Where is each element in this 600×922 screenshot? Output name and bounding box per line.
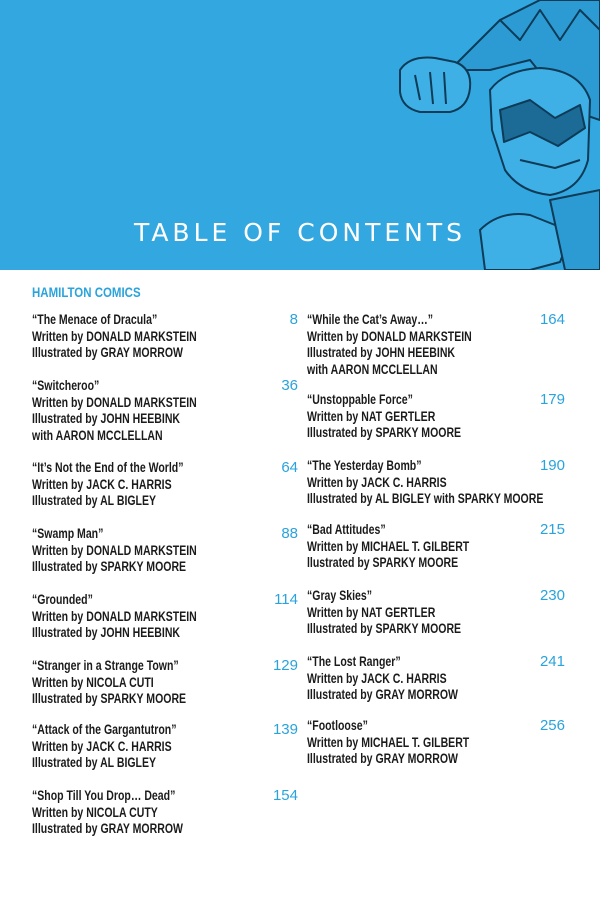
story-credit: Written by DONALD MARKSTEIN [32,394,197,410]
toc-entry-text [307,458,544,508]
publisher-label: HAMILTON COMICS [32,284,141,300]
toc-entry-text [32,460,258,510]
toc-entry-text [32,658,258,708]
toc-entry[interactable] [32,460,322,510]
toc-entry[interactable] [307,392,597,442]
toc-entry-text [307,312,533,378]
story-title: “Attack of the Gargantutron” [32,722,177,737]
story-credit: Written by NAT GERTLER [307,604,436,620]
toc-entry-text [32,526,258,576]
story-credit: Written by JACK C. HARRIS [307,474,447,490]
story-credit: Illustrated by JOHN HEEBINK [32,625,181,640]
story-credit: Written by DONALD MARKSTEIN [32,328,197,344]
story-credit: Illustrated by SPARKY MOORE [32,691,187,706]
toc-entry-text [32,722,258,772]
story-title: “Gray Skies” [307,588,372,603]
story-credit: Written by JACK C. HARRIS [32,476,172,492]
page-number: 164 [539,311,565,328]
story-title: “Swamp Man” [32,526,104,541]
toc-entry[interactable] [307,522,597,572]
toc-entry[interactable] [307,588,597,638]
toc-entry-text [307,718,533,768]
story-credit: with AARON MCCLELLAN [32,427,163,443]
story-credit: with AARON MCCLELLAN [307,361,438,377]
story-credit: Written by NAT GERTLER [307,408,436,424]
story-title: “Footloose” [307,718,368,733]
story-title: “The Menace of Dracula” [32,312,158,327]
page-number: 129 [272,657,298,674]
story-credit: Illustrated by GRAY MORROW [32,345,183,360]
story-credit: Written by NICOLA CUTY [32,804,158,820]
story-credit: Written by JACK C. HARRIS [307,670,447,686]
toc-entry-text [32,788,258,838]
story-credit: Written by DONALD MARKSTEIN [307,328,472,344]
story-title: “The Yesterday Bomb” [307,458,422,473]
story-credit: Illustrated by SPARKY MOORE [307,425,462,440]
toc-entry[interactable] [32,526,322,576]
toc-entry-text [32,312,258,362]
toc-entry[interactable] [307,312,597,378]
toc-entry[interactable] [32,312,322,362]
toc-entry-text [307,522,533,572]
story-title: “While the Cat’s Away…” [307,312,434,327]
toc-entry-text [307,392,533,442]
header-banner [0,0,600,270]
page-number: 88 [281,525,298,542]
page-number: 179 [539,391,565,408]
story-credit: Written by JACK C. HARRIS [32,738,172,754]
story-credit: Illustrated by AL BIGLEY [32,493,157,508]
toc-entry[interactable] [307,458,597,508]
page-number: 215 [539,521,565,538]
story-title: “Stranger in a Strange Town” [32,658,179,673]
page-number: 139 [272,721,298,738]
story-credit: Illustrated by SPARKY MOORE [307,621,462,636]
story-credit: Illustrated by AL BIGLEY with SPARKY MOORE [307,491,544,506]
page-title: TABLE OF CONTENTS [133,218,466,247]
page-number: 241 [539,653,565,670]
story-credit: Written by DONALD MARKSTEIN [32,542,197,558]
story-credit: llustrated by SPARKY MOORE [307,555,459,570]
toc-entry[interactable] [32,592,322,642]
story-credit: Illustrated by GRAY MORROW [307,687,458,702]
story-title: “Switcheroo” [32,378,100,393]
story-title: “The Lost Ranger” [307,654,401,669]
story-credit: Illustrated by JOHN HEEBINK [307,345,456,360]
page-number: 190 [539,457,565,474]
story-title: “Bad Attitudes” [307,522,386,537]
story-credit: Illustrated by GRAY MORROW [307,751,458,766]
story-title: “Grounded” [32,592,93,607]
story-credit: Illustrated by SPARKY MOORE [32,559,187,574]
story-credit: Illustrated by AL BIGLEY [32,755,157,770]
toc-entry[interactable] [32,658,322,708]
story-title: “Shop Till You Drop… Dead” [32,788,176,803]
story-credit: Illustrated by JOHN HEEBINK [32,411,181,426]
toc-entry[interactable] [307,718,597,768]
toc-entry-text [32,378,258,444]
toc-entry[interactable] [32,788,322,838]
story-title: “It’s Not the End of the World” [32,460,184,475]
toc-entry[interactable] [32,722,322,772]
story-credit: Illustrated by GRAY MORROW [32,821,183,836]
page-number: 256 [539,717,565,734]
page-number: 8 [289,311,298,328]
toc-entry-text [307,588,533,638]
story-credit: Written by NICOLA CUTI [32,674,154,690]
page-number: 36 [281,377,298,394]
toc-entry[interactable] [307,654,597,704]
story-credit: Written by MICHAEL T. GILBERT [307,538,470,554]
page-number: 230 [539,587,565,604]
toc-entry[interactable] [32,378,322,444]
page-number: 154 [272,787,298,804]
story-title: “Unstoppable Force” [307,392,413,407]
story-credit: Written by DONALD MARKSTEIN [32,608,197,624]
page-number: 64 [281,459,298,476]
toc-entry-text [32,592,258,642]
page-number: 114 [274,591,298,608]
story-credit: Written by MICHAEL T. GILBERT [307,734,470,750]
toc-entry-text [307,654,533,704]
